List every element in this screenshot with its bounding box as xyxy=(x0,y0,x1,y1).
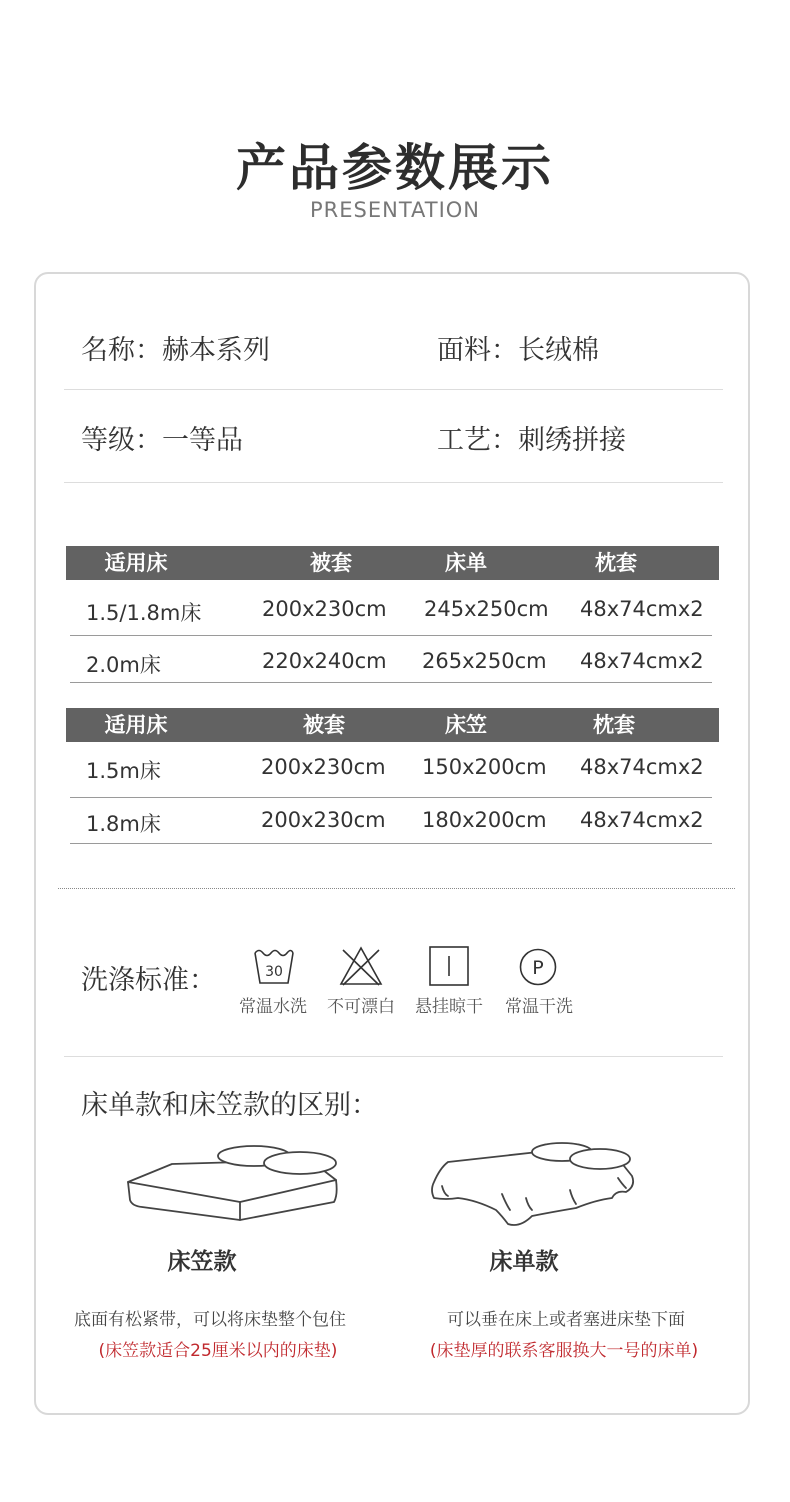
flat-note: (床垫厚的联系客服换大一号的床单) xyxy=(429,1341,699,1361)
table2-cell: 48x74cmx2 xyxy=(580,755,704,779)
dry-clean-letter: P xyxy=(532,957,544,979)
divider xyxy=(64,482,723,483)
table1-cell: 265x250cm xyxy=(422,649,547,673)
fitted-description: 底面有松紧带，可以将床垫整个包住 xyxy=(74,1310,346,1330)
grade-value: 一等品 xyxy=(162,425,243,456)
grade-label: 等级： xyxy=(81,425,162,456)
no-bleach-icon xyxy=(339,945,383,987)
dry-clean-p-icon xyxy=(518,947,558,987)
table-row-divider xyxy=(70,843,712,844)
flat-description: 可以垂在床上或者塞进床垫下面 xyxy=(447,1310,685,1330)
care-label: 悬挂晾干 xyxy=(415,997,483,1017)
table2-header-fitted: 床笠 xyxy=(445,713,487,737)
fabric-value: 长绒棉 xyxy=(518,335,599,366)
divider xyxy=(64,1056,723,1057)
craft-value: 刺绣拼接 xyxy=(518,425,626,456)
fitted-caption: 床笠款 xyxy=(167,1249,237,1275)
table1-cell: 48x74cmx2 xyxy=(580,597,704,621)
page-title: 产品参数展示 xyxy=(236,139,554,197)
table2-header xyxy=(66,708,719,742)
table1-cell: 48x74cmx2 xyxy=(580,649,704,673)
fitted-note: (床笠款适合25厘米以内的床垫) xyxy=(98,1341,338,1361)
table1-cell: 2.0m床 xyxy=(86,653,161,677)
fitted-bed-illustration xyxy=(122,1140,344,1228)
wash-30-icon xyxy=(252,945,296,987)
craft-field xyxy=(437,418,626,457)
name-label: 名称： xyxy=(81,335,162,366)
table2-cell: 48x74cmx2 xyxy=(580,808,704,832)
wash-temp-text: 30 xyxy=(265,964,283,980)
table1-header xyxy=(66,546,719,580)
flat-bed-illustration xyxy=(426,1138,640,1232)
table1-header-sheet: 床单 xyxy=(445,551,487,575)
table1-cell: 245x250cm xyxy=(424,597,549,621)
fabric-label: 面料： xyxy=(437,335,518,366)
table1-header-duvet: 被套 xyxy=(310,551,352,575)
table2-header-bed: 适用床 xyxy=(104,713,168,737)
table2-cell: 180x200cm xyxy=(422,808,547,832)
table2-cell: 200x230cm xyxy=(261,808,386,832)
table-row-divider xyxy=(70,797,712,798)
table1-header-pillow: 枕套 xyxy=(595,551,637,575)
table2-cell: 1.8m床 xyxy=(86,812,161,836)
table1-header-bed: 适用床 xyxy=(104,551,168,575)
hang-dry-icon xyxy=(428,945,470,987)
table1-cell: 200x230cm xyxy=(262,597,387,621)
name-field xyxy=(81,328,270,367)
table-row-divider xyxy=(70,635,712,636)
difference-title: 床单款和床笠款的区别： xyxy=(81,1090,378,1121)
care-label: 常温水洗 xyxy=(239,997,307,1017)
table2-cell: 200x230cm xyxy=(261,755,386,779)
table2-header-pillow: 枕套 xyxy=(593,713,635,737)
table1-cell: 1.5/1.8m床 xyxy=(86,601,202,625)
dotted-divider xyxy=(58,888,735,889)
table-row-divider xyxy=(70,682,712,683)
care-label: 常温干洗 xyxy=(505,997,573,1017)
name-value: 赫本系列 xyxy=(162,335,270,366)
page-subtitle: PRESENTATION xyxy=(309,198,481,222)
wash-standard-label: 洗涤标准： xyxy=(81,965,216,996)
fabric-field xyxy=(437,328,599,367)
table2-cell: 150x200cm xyxy=(422,755,547,779)
flat-caption: 床单款 xyxy=(489,1249,559,1275)
craft-label: 工艺： xyxy=(437,425,518,456)
table2-cell: 1.5m床 xyxy=(86,759,161,783)
grade-field xyxy=(81,418,243,457)
care-label: 不可漂白 xyxy=(327,997,395,1017)
divider xyxy=(64,389,723,390)
table1-cell: 220x240cm xyxy=(262,649,387,673)
table2-header-duvet: 被套 xyxy=(303,713,345,737)
